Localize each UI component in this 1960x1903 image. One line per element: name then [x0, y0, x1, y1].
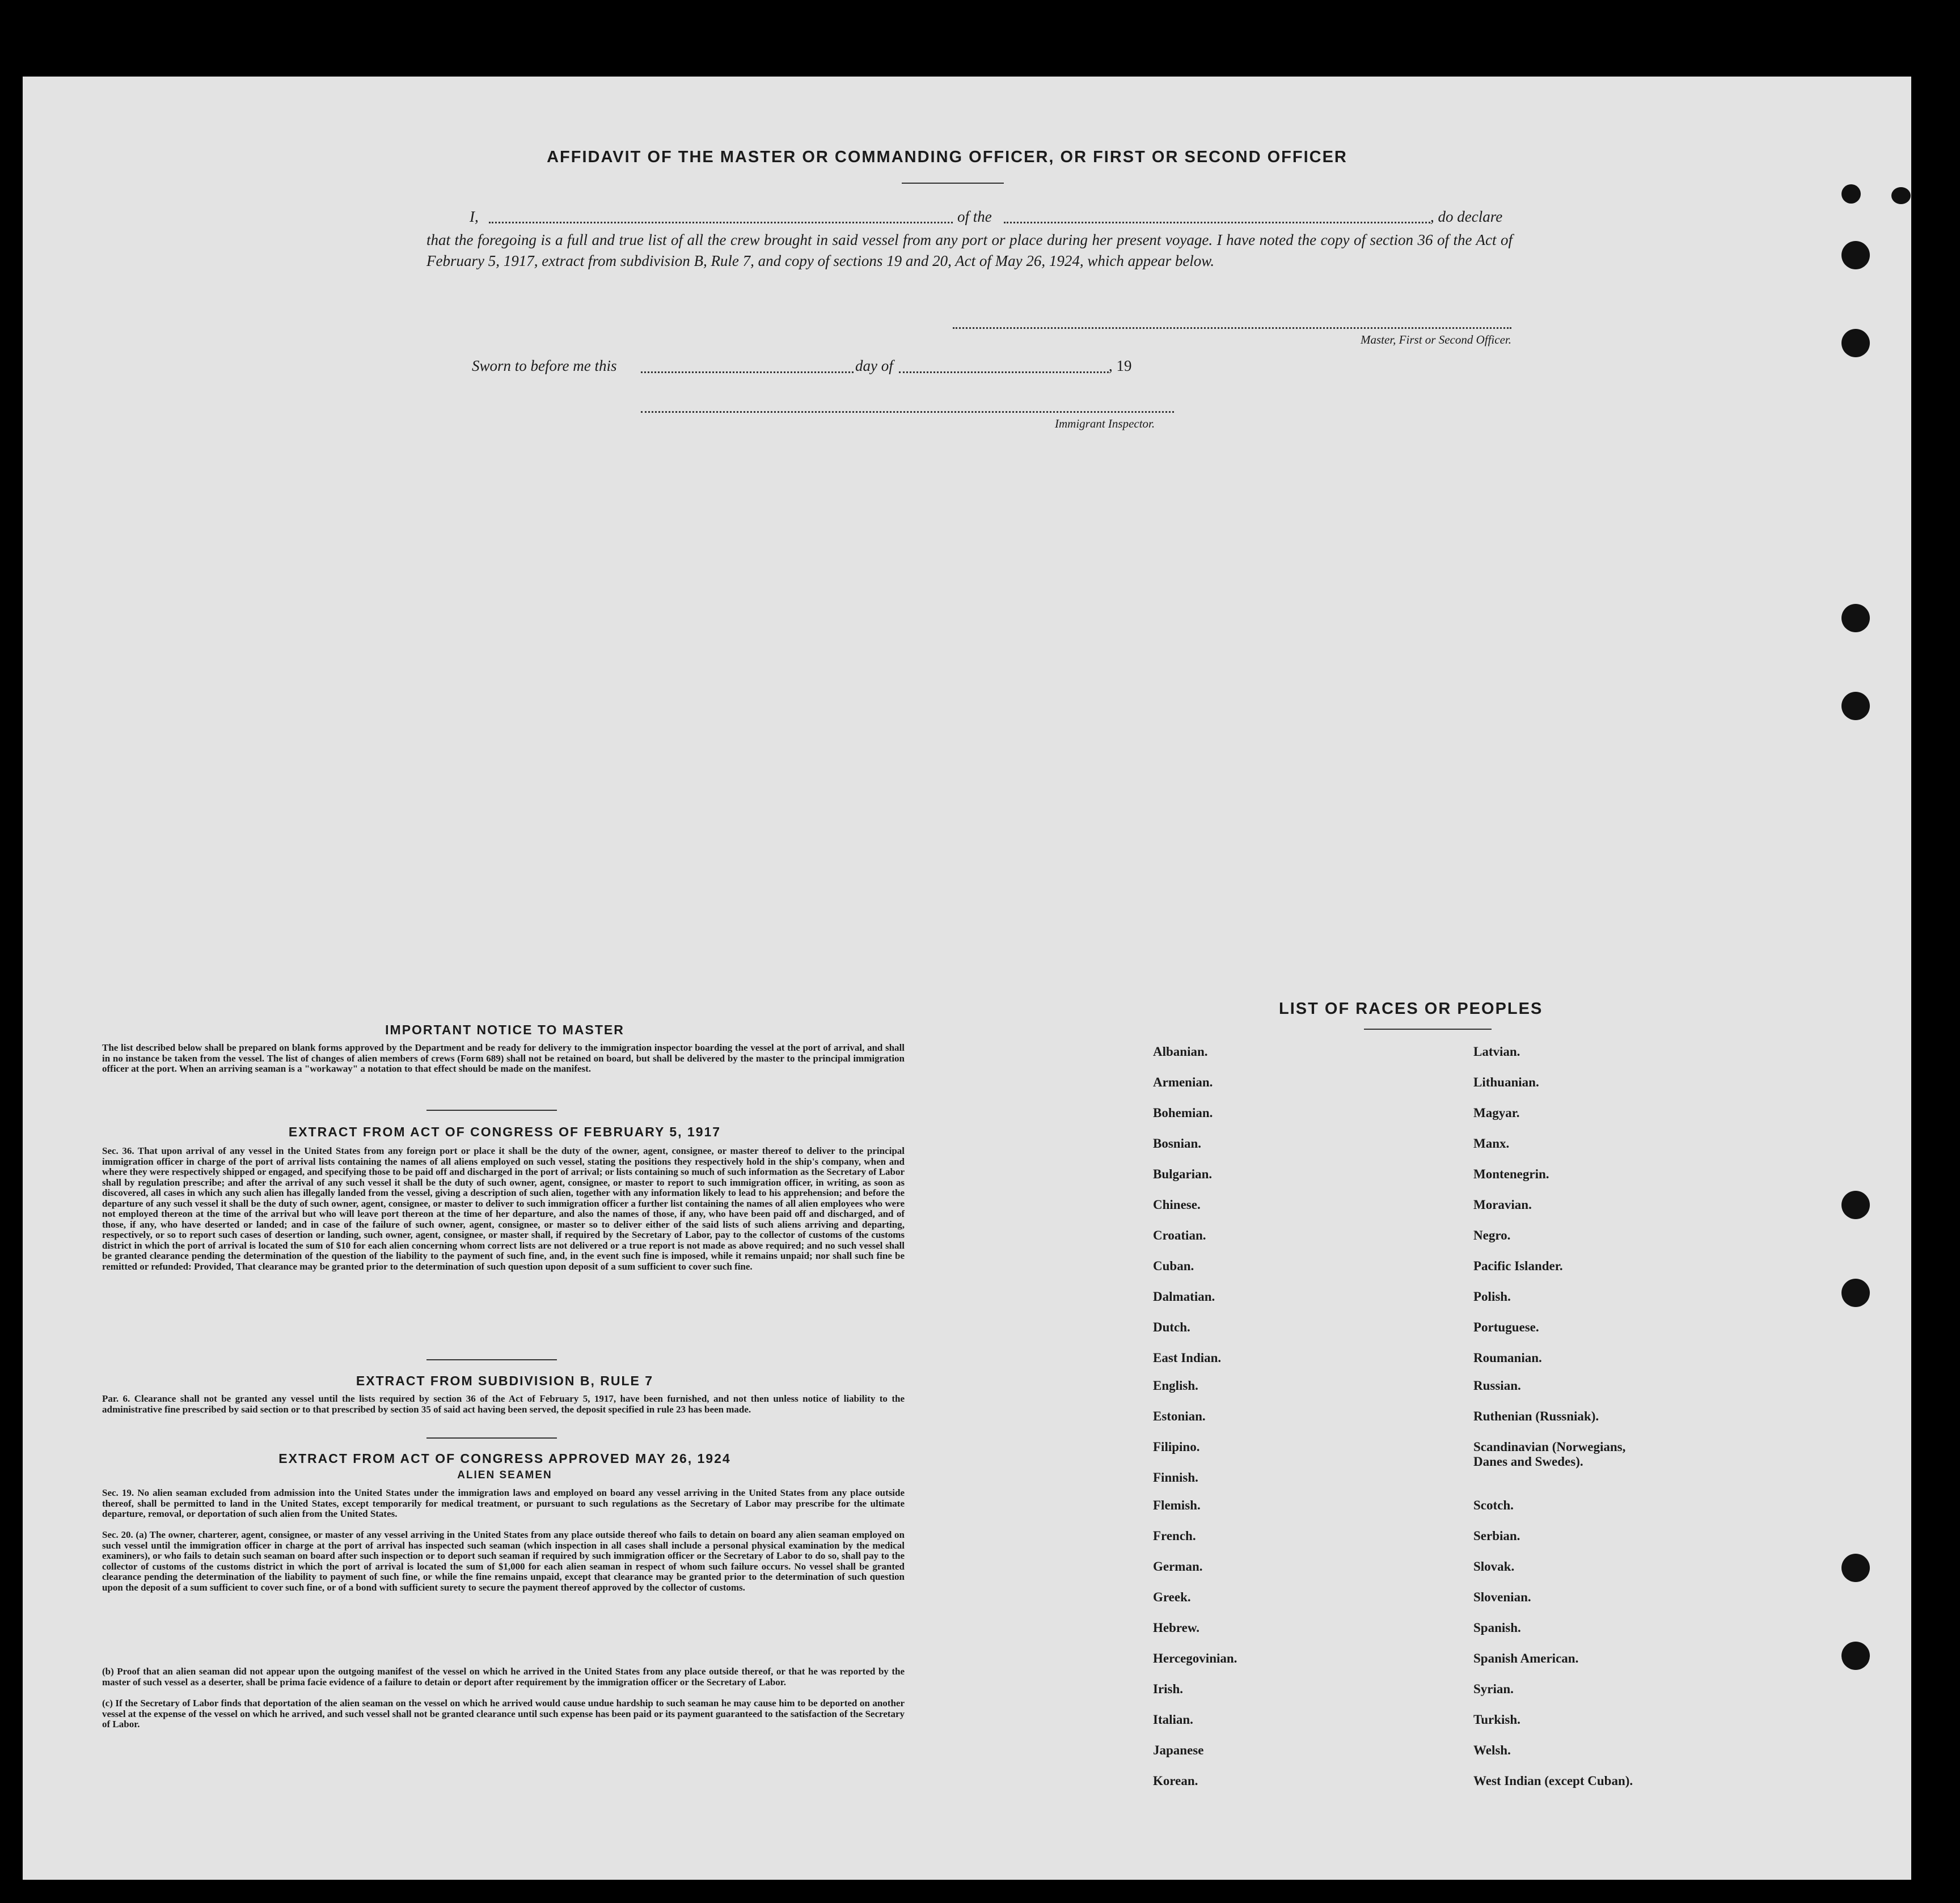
race-item: Roumanian.: [1473, 1351, 1542, 1365]
punch-hole: [1841, 1191, 1870, 1219]
races-title: LIST OF RACES OR PEOPLES: [1279, 1000, 1543, 1018]
affidavit-i-label: I,: [470, 208, 479, 225]
extract-1917-body: Sec. 36. That upon arrival of any vessel in the United States from any foreign port or place it shall be the duty of the owner, agent, consignee, or master thereof to deliver to the principal immigration officer in charge of the port of arrival lists containing the names of all aliens employed on such vessel, stating the positions they respectively hold in the ship's company, when and where they were respectively shipped or engaged, and specifying those to be paid off and discharged in the port of arrival; or lists containing so much of such information as the Secretary of Labor shall by regulation prescribe; and after the arrival of any such vessel it shall be the duty of such owner, agent, consignee, or master to report to such immigration officer, in writing, as soon as discovered, all cases in which any such alien has illegally landed from the vessel, giving a description of such alien, together with any information likely to lead to his apprehension; and before the departure of any such vessel it shall be the duty of such owner, agent, consignee, or master to deliver to such immigration officer a further list containing the names of all alien employees who were not employed thereon at the time of the arrival but who will leave port thereon at the time of her departure, and also the names of those, if any, who have been paid off and discharged, and of those, if any, who have deserted or landed; and in case of the failure of such owner, agent, consignee, or master so to deliver either of the said lists of such aliens arriving and departing, respectively, or so to report such cases of desertion or landing, such owner, agent, consignee, or master shall, if required by the Secretary of Labor, pay to the collector of customs of the customs district in which the port of arrival is located the sum of $10 for each alien concerning whom correct lists are not delivered or a true report is not made as above required; and no such vessel shall be granted clearance pending the determination of the question of the liability to the payment of such fine, and, in the event such fine is imposed, while it remains unpaid; nor shall such fine be remitted or refunded: Provided, That clearance may be granted prior to the determination of such question upon deposit of a sum sufficient to cover such fine.: [102, 1145, 905, 1272]
sworn-month-blank[interactable]: [899, 371, 1109, 373]
punch-hole: [1891, 187, 1911, 204]
races-title-rule: [1364, 1029, 1492, 1030]
race-item: Scotch.: [1473, 1498, 1514, 1512]
race-item: Greek.: [1153, 1590, 1191, 1604]
extract-rule7-body: Par. 6. Clearance shall not be granted any vessel until the lists required by section 36 of the Act of February 5, 1917, have been furnished, and not then unless notice of liability to the administrative fine prescribed by said section or to that prescribed by section 35 of said act having been served, the deposit specified in rule 23 has been made.: [102, 1393, 905, 1415]
race-item: Russian.: [1473, 1378, 1521, 1393]
race-item: Magyar.: [1473, 1106, 1520, 1120]
affidavit-do-declare: , do declare: [1430, 208, 1503, 225]
race-item: Pacific Islander.: [1473, 1259, 1563, 1273]
race-item: Spanish.: [1473, 1621, 1521, 1635]
race-item: East Indian.: [1153, 1351, 1222, 1365]
sec20a-body: Sec. 20. (a) The owner, charterer, agent, consignee, or master of any vessel arriving in the United States from any place outside thereof who fails to detain on board any alien seaman employed on such vessel until the immigration officer in charge at the port of arrival has inspected such seaman (which inspection in all cases shall include a personal physical examination by the medical examiners), or who fails to detain such seaman on board after such inspection or to deport such seaman if required by such immigration officer or the Secretary of Labor to do so, shall pay to the collector of customs of the customs district in which the port of arrival is located the sum of $1,000 for each alien seaman in respect of whom such failure occurs. No vessel shall be granted clearance pending the determination of the liability to payment of such fine, or while the fine remains unpaid, except that clearance may be granted prior to the determination of such question upon the deposit of a sum sufficient to cover such fine, or of a bond with sufficient surety to secure the payment thereof approved by the collector of customs.: [102, 1529, 905, 1593]
race-item: Korean.: [1153, 1774, 1198, 1788]
race-item: Dutch.: [1153, 1320, 1190, 1334]
rule-2: [426, 1359, 557, 1360]
race-item: Polish.: [1473, 1289, 1511, 1304]
extract-1917-title: EXTRACT FROM ACT OF CONGRESS OF FEBRUARY 5, 1917: [288, 1124, 721, 1139]
race-item: Slovak.: [1473, 1559, 1515, 1574]
race-item: Flemish.: [1153, 1498, 1201, 1512]
extract-1924-title: EXTRACT FROM ACT OF CONGRESS APPROVED MAY 26, 1924: [278, 1451, 731, 1466]
race-item: Armenian.: [1153, 1075, 1213, 1089]
race-item: Scandinavian (Norwegians, Danes and Swedes).: [1473, 1440, 1626, 1469]
race-item: Slovenian.: [1473, 1590, 1531, 1604]
race-item: German.: [1153, 1559, 1203, 1574]
sworn-label: Sworn to before me this: [472, 357, 617, 374]
race-item: Ruthenian (Russniak).: [1473, 1409, 1599, 1423]
rule-3: [426, 1437, 557, 1439]
vessel-blank[interactable]: [1004, 222, 1430, 223]
inspector-caption: Immigrant Inspector.: [1055, 417, 1155, 430]
sec20b-body: (b) Proof that an alien seaman did not appear upon the outgoing manifest of the vessel on which he arrived in the United States from any place outside thereof, or that he was reported by the master of such vessel as a deserter, shall be prima facie evidence of a failure to detain or deport after requirement by the immigration officer or the Secretary of Labor.: [102, 1666, 905, 1688]
affidavit-of-the: of the: [957, 208, 992, 225]
race-item: Lithuanian.: [1473, 1075, 1539, 1089]
race-item: Bohemian.: [1153, 1106, 1213, 1120]
race-item: West Indian (except Cuban).: [1473, 1774, 1633, 1788]
punch-hole: [1841, 184, 1861, 204]
race-item: Filipino.: [1153, 1440, 1200, 1454]
officer-signature-line[interactable]: [953, 327, 1511, 329]
race-item: Welsh.: [1473, 1743, 1511, 1757]
race-item: Bulgarian.: [1153, 1167, 1213, 1181]
race-item: Bosnian.: [1153, 1136, 1202, 1151]
race-item: Albanian.: [1153, 1044, 1208, 1059]
race-item: Portuguese.: [1473, 1320, 1539, 1334]
race-item: Finnish.: [1153, 1470, 1198, 1485]
race-item: Dalmatian.: [1153, 1289, 1215, 1304]
race-item: Croatian.: [1153, 1228, 1206, 1242]
race-item: Turkish.: [1473, 1712, 1520, 1727]
inspector-signature-line[interactable]: [641, 411, 1174, 413]
race-item: French.: [1153, 1529, 1196, 1543]
race-item: Japanese: [1153, 1743, 1204, 1757]
punch-hole: [1841, 1279, 1870, 1307]
race-item: Irish.: [1153, 1682, 1184, 1696]
race-item: Moravian.: [1473, 1198, 1532, 1212]
day-of-label: day of: [855, 357, 893, 374]
race-item: Estonian.: [1153, 1409, 1206, 1423]
year-label: , 19: [1109, 357, 1132, 374]
sec19-body: Sec. 19. No alien seaman excluded from admission into the United States under the immigration laws and employed on board any vessel arriving in the United States from any place outside thereof, shall be permitted to land in the United States, except temporarily for medical treatment, or pursuant to such regulations as the Secretary of Labor may prescribe for the ultimate departure, removal, or deportation of such alien from the United States.: [102, 1487, 905, 1519]
race-item: Hebrew.: [1153, 1621, 1199, 1635]
rule-1: [426, 1110, 557, 1111]
punch-hole: [1841, 1554, 1870, 1582]
affidavit-body: that the foregoing is a full and true list of all the crew brought in said vessel from any port or place during her present voyage. I have noted the copy of section 36 of the Act of February 5, 1917, extract from subdivision B, Rule 7, and copy of sections 19 and 20, Act of May 26, 1924, which appear below.: [426, 231, 1513, 269]
extract-rule7-title: EXTRACT FROM SUBDIVISION B, RULE 7: [356, 1373, 654, 1388]
race-item: Serbian.: [1473, 1529, 1520, 1543]
race-item: English.: [1153, 1378, 1198, 1393]
punch-hole: [1841, 604, 1870, 632]
race-item: Cuban.: [1153, 1259, 1194, 1273]
race-item: Manx.: [1473, 1136, 1510, 1151]
punch-hole: [1841, 1642, 1870, 1670]
affidavit-title: AFFIDAVIT OF THE MASTER OR COMMANDING OFFICER, OR FIRST OR SECOND OFFICER: [547, 148, 1348, 166]
extract-1924-subtitle: ALIEN SEAMEN: [457, 1469, 552, 1481]
title-rule: [902, 183, 1004, 184]
race-item: Italian.: [1153, 1712, 1193, 1727]
officer-signature-caption: Master, First or Second Officer.: [1361, 333, 1511, 346]
race-item: Montenegrin.: [1473, 1167, 1549, 1181]
notice-title: IMPORTANT NOTICE TO MASTER: [385, 1022, 624, 1037]
notice-body: The list described below shall be prepared on blank forms approved by the Department and be ready for delivery to the immigration inspector boarding the vessel at the port of arrival, and shall in no instance be taken from the vessel. The list of changes of alien members of crews (Form 689) shall not be retained on board, but shall be delivered by the master to the principal immigration officer at the port. When an arriving seaman is a "workaway" a notation to that effect should be made on the manifest.: [102, 1042, 905, 1074]
sec20c-body: (c) If the Secretary of Labor finds that deportation of the alien seaman on the vessel on which he arrived would cause undue hardship to such seaman he may cause him to be deported on another vessel at the expense of the vessel on which he arrived, and such vessel shall not be granted clearance until such expense has been paid or its payment guaranteed to the satisfaction of the Secretary of Labor.: [102, 1698, 905, 1729]
punch-hole: [1841, 241, 1870, 269]
document-page: [23, 77, 1911, 1880]
race-item: Latvian.: [1473, 1044, 1520, 1059]
race-item: Spanish American.: [1473, 1651, 1579, 1665]
race-item: Syrian.: [1473, 1682, 1514, 1696]
race-item: Chinese.: [1153, 1198, 1201, 1212]
name-blank[interactable]: [489, 222, 953, 223]
punch-hole: [1841, 329, 1870, 357]
race-item: Negro.: [1473, 1228, 1511, 1242]
punch-hole: [1841, 692, 1870, 720]
sworn-day-blank[interactable]: [641, 371, 854, 373]
race-item: Hercegovinian.: [1153, 1651, 1237, 1665]
